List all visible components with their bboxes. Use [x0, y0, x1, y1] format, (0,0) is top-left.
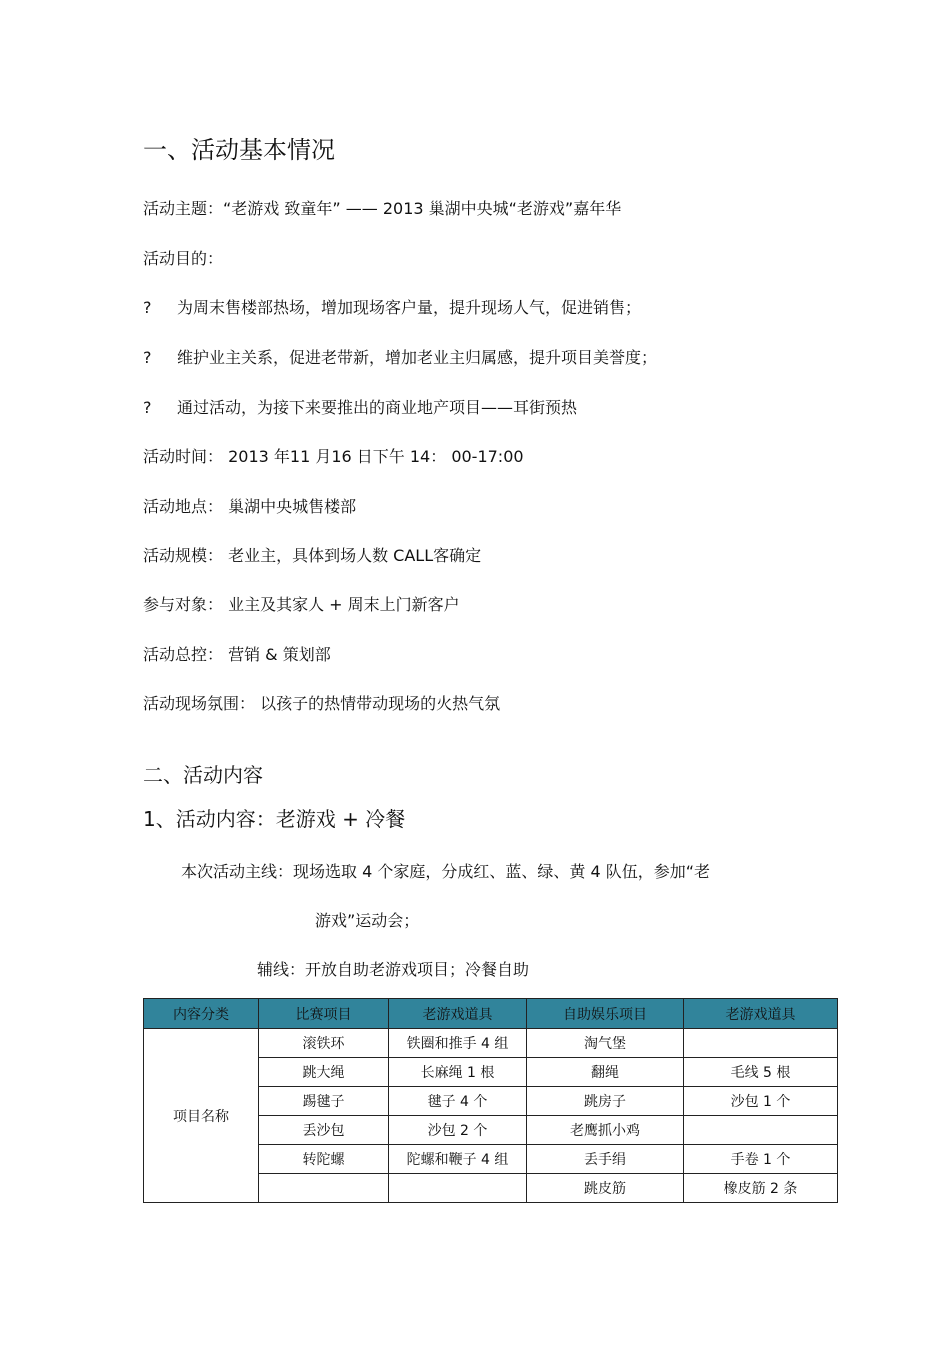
header-cell: 自助娱乐项目 — [527, 999, 684, 1029]
auxline-text: 辅线：开放自助老游戏项目；冷餐自助 — [257, 960, 530, 979]
purpose-text: 维护业主关系，促进老带新，增加老业主归属感，提升项目美誉度； — [177, 348, 658, 367]
table-cell: 丢手绢 — [527, 1145, 684, 1174]
activity-purpose-label: 活动目的： — [143, 249, 224, 268]
header-cell: 老游戏道具 — [684, 999, 838, 1029]
section-2-title: 二、活动内容 — [143, 763, 263, 787]
purpose-text: 为周末售楼部热场，增加现场客户量，提升现场人气，促进销售； — [177, 298, 642, 317]
table-cell: 淘气堡 — [527, 1029, 684, 1058]
table-cell: 毽子 4 个 — [389, 1087, 527, 1116]
activity-theme: 活动主题：“老游戏 致童年” —— 2013 巢湖中央城“老游戏”嘉年华 — [143, 199, 622, 218]
table-cell: 老鹰抓小鸡 — [527, 1116, 684, 1145]
header-cell: 老游戏道具 — [389, 999, 527, 1029]
table-cell — [684, 1116, 838, 1145]
table-row — [144, 1029, 838, 1058]
table-cell: 跳大绳 — [259, 1058, 389, 1087]
purpose-item — [143, 345, 657, 368]
activity-items-table — [143, 998, 838, 1203]
table-cell — [684, 1029, 838, 1058]
table-cell: 陀螺和鞭子 4 组 — [389, 1145, 527, 1174]
category-cell: 项目名称 — [144, 1029, 259, 1203]
table-cell: 跳房子 — [527, 1087, 684, 1116]
activity-audience: 参与对象： 业主及其家人 + 周末上门新客户 — [143, 595, 460, 614]
table-cell: 长麻绳 1 根 — [389, 1058, 527, 1087]
section-1-title: 一、活动基本情况 — [143, 136, 335, 164]
table-cell — [259, 1174, 389, 1203]
mainline-text: 本次活动主线：现场选取 4 个家庭，分成红、蓝、绿、黄 4 队伍，参加“老 — [181, 862, 710, 881]
header-cell: 比赛项目 — [259, 999, 389, 1029]
purpose-text: 通过活动，为接下来要推出的商业地产项目——耳街预热 — [177, 398, 578, 417]
purpose-item — [143, 295, 641, 318]
bullet-mark: ? — [143, 398, 152, 417]
table-cell: 丢沙包 — [259, 1116, 389, 1145]
mainline-text-continued: 游戏”运动会； — [315, 911, 420, 930]
table-cell — [389, 1174, 527, 1203]
table-cell: 手卷 1 个 — [684, 1145, 838, 1174]
table-cell: 滚铁环 — [259, 1029, 389, 1058]
section-2-subtitle: 1、活动内容：老游戏 + 冷餐 — [143, 807, 406, 831]
table-cell: 跳皮筋 — [527, 1174, 684, 1203]
table-cell: 踢毽子 — [259, 1087, 389, 1116]
header-cell: 内容分类 — [144, 999, 259, 1029]
bullet-mark: ? — [143, 298, 152, 317]
table-cell: 翻绳 — [527, 1058, 684, 1087]
table-cell: 沙包 1 个 — [684, 1087, 838, 1116]
activity-time: 活动时间： 2013 年11 月16 日下午 14： 00-17:00 — [143, 447, 524, 466]
table-cell: 铁圈和推手 4 组 — [389, 1029, 527, 1058]
table-cell: 转陀螺 — [259, 1145, 389, 1174]
activity-atmosphere: 活动现场氛围： 以孩子的热情带动现场的火热气氛 — [143, 694, 501, 713]
table-cell: 橡皮筋 2 条 — [684, 1174, 838, 1203]
bullet-mark: ? — [143, 348, 152, 367]
table-header-row — [144, 999, 838, 1029]
table-cell: 沙包 2 个 — [389, 1116, 527, 1145]
activity-control: 活动总控： 营销 & 策划部 — [143, 645, 331, 664]
table-cell: 毛线 5 根 — [684, 1058, 838, 1087]
activity-scale: 活动规模： 老业主，具体到场人数 CALL客确定 — [143, 546, 482, 565]
purpose-item — [143, 395, 577, 418]
activity-location: 活动地点： 巢湖中央城售楼部 — [143, 497, 357, 516]
